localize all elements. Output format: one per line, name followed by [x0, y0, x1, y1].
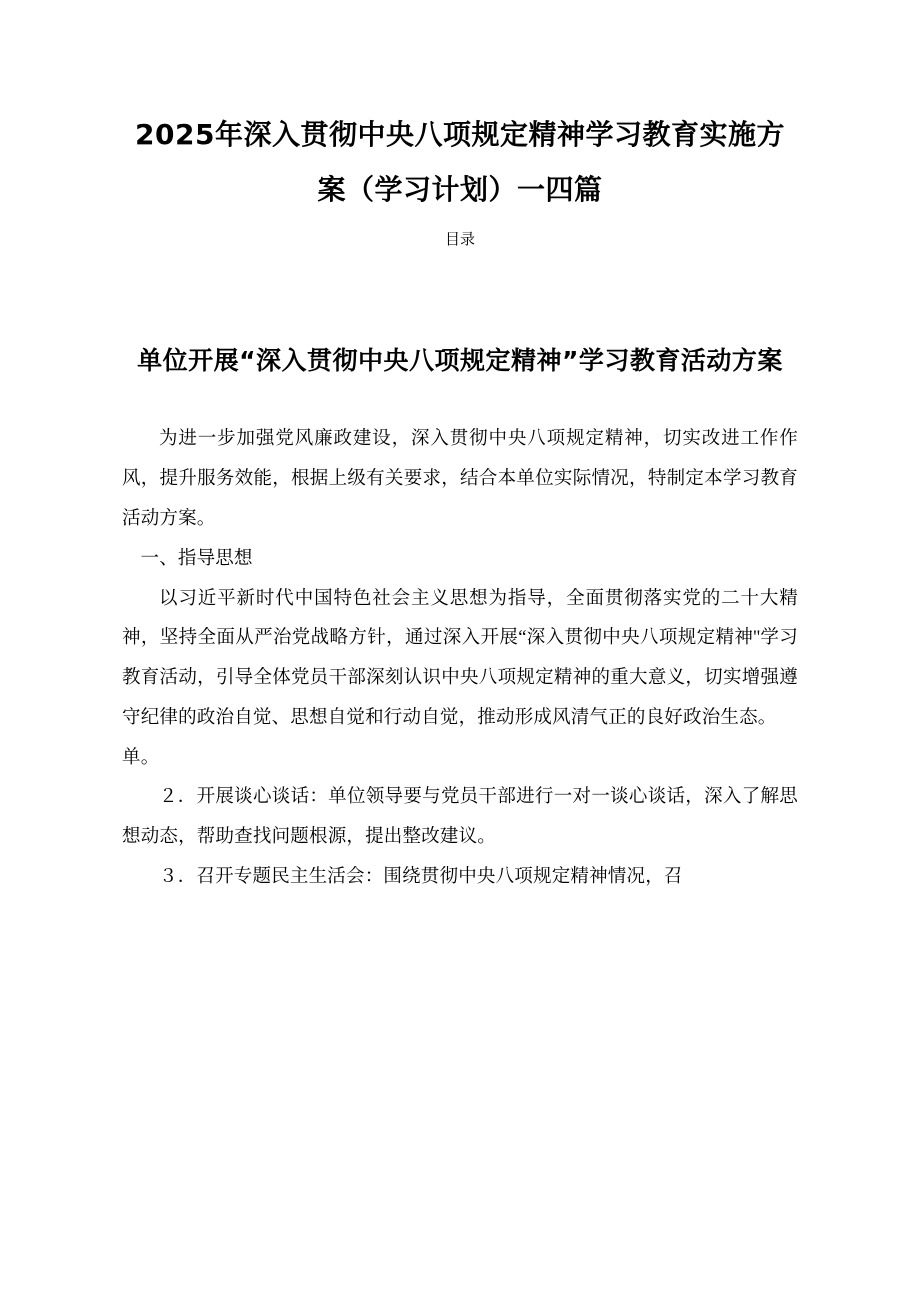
paragraph-guiding-thought-body: 以习近平新时代中国特色社会主义思想为指导，全面贯彻落实党的二十大精神，坚持全面从严治党战略方针，通过深入开展“深入贯彻中央八项规定精神''学习教育活动，引导全体党员干部深刻认识中央八项规定精神的重大意义，切实增强遵守纪律的政治自觉、思想自觉和行动自觉，推动形成风清气正的良好政治生态。	[122, 588, 798, 728]
document-body	[122, 420, 798, 897]
table-of-contents-label: 目录	[444, 230, 475, 249]
paragraph-item-2: ２．开展谈心谈话：单位领导要与党员干部进行一对一谈心谈话，深入了解思想动态，帮助查找问题根源，提出整改建议。	[122, 787, 798, 848]
spacer	[122, 251, 798, 335]
section-title: 单位开展“深入贯彻中央八项规定精神”学习教育活动方案	[137, 346, 783, 376]
document-title: 2025年深入贯彻中央八项规定精神学习教育实施方案（学习计划）一四篇	[135, 118, 785, 206]
paragraph-heading-guiding-thought: 一、指导思想	[140, 548, 253, 569]
paragraph-item-3: ３．召开专题民主生活会：围绕贯彻中央八项规定精神情况，召	[159, 866, 683, 887]
paragraph-fragment-dan: 单。	[122, 747, 160, 768]
paragraph-intro: 为进一步加强党风廉政建设，深入贯彻中央八项规定精神，切实改进工作作风，提升服务效能，根据上级有关要求，结合本单位实际情况，特制定本学习教育活动方案。	[122, 429, 798, 529]
